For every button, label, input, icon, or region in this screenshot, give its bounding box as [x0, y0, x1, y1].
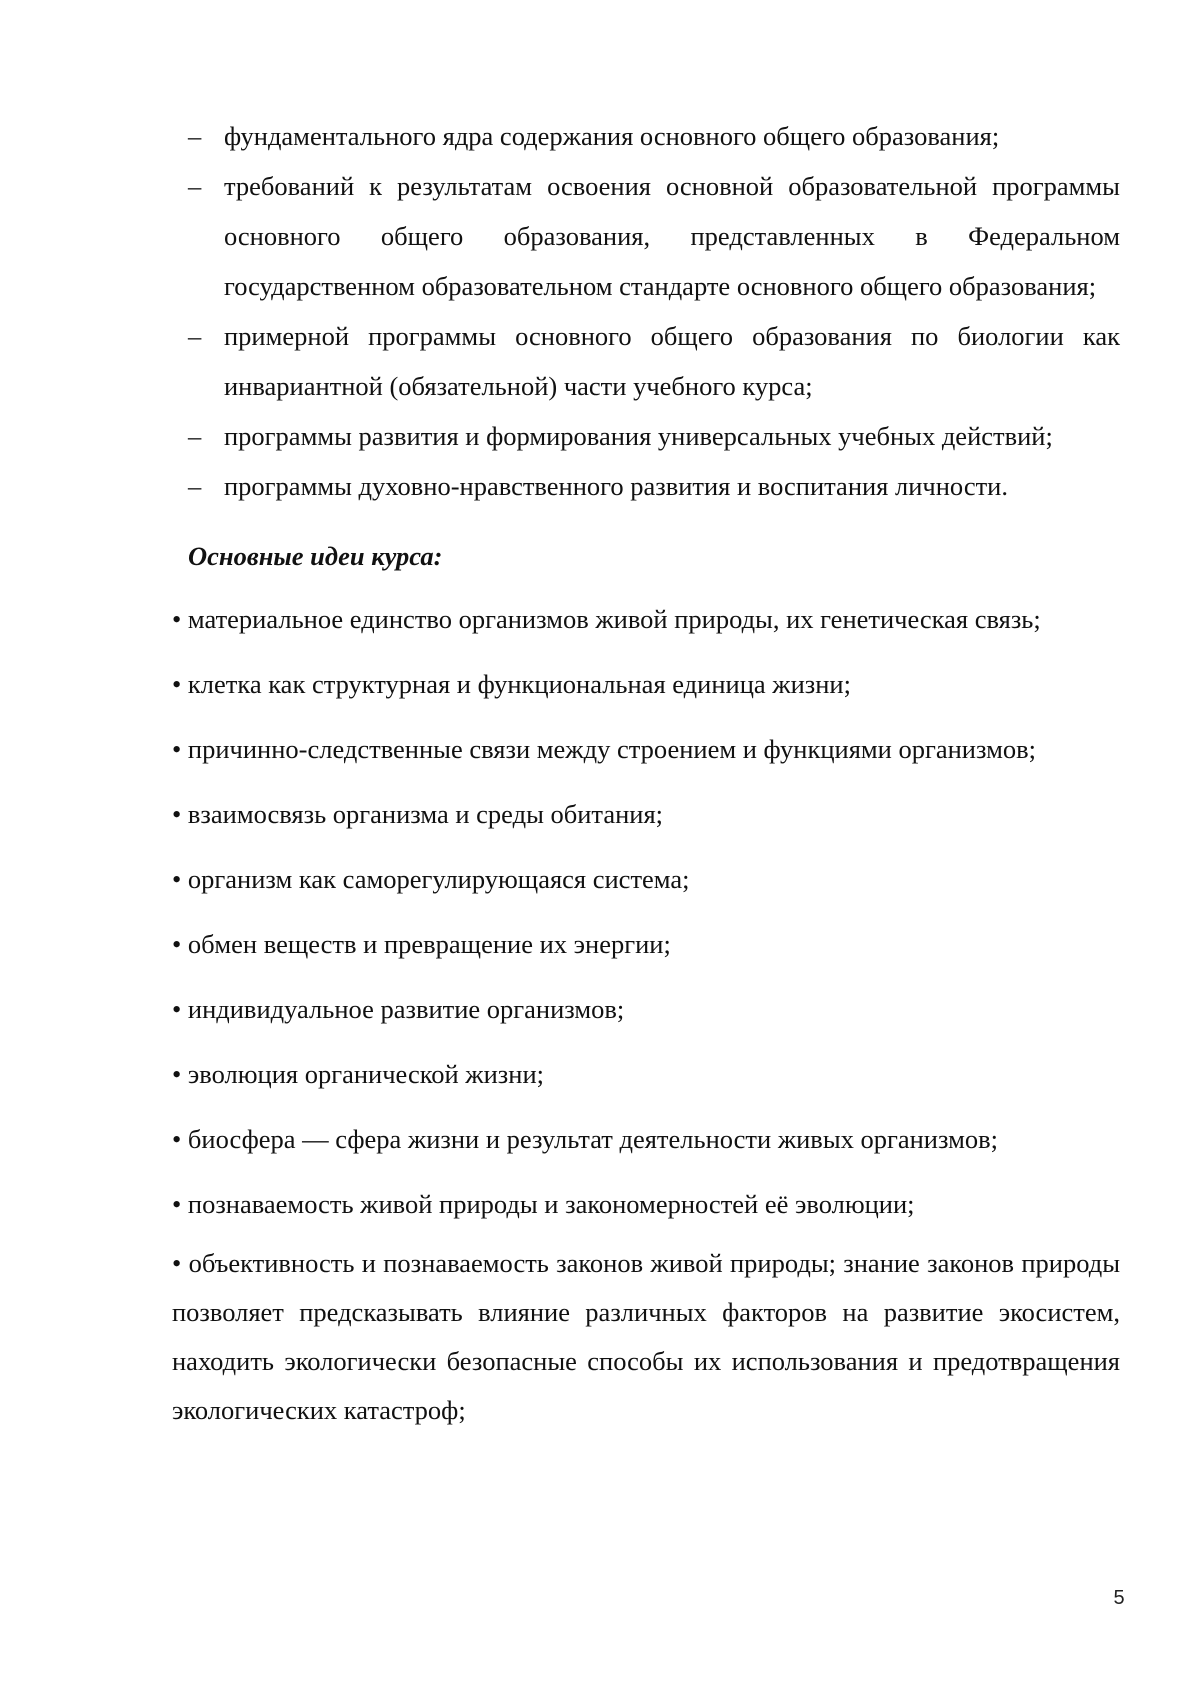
- list-item: [172, 1115, 1120, 1164]
- list-item-text: организм как саморегулирующаяся система;: [188, 864, 690, 894]
- dash-marker: –: [188, 311, 201, 361]
- list-item-text: взаимосвязь организма и среды обитания;: [188, 799, 663, 829]
- document-page: [0, 0, 1200, 1697]
- bullet-marker: •: [172, 604, 181, 634]
- list-item-text: эволюция органической жизни;: [188, 1059, 544, 1089]
- list-item: [172, 311, 1120, 411]
- list-item: [172, 725, 1120, 774]
- section-heading: Основные идеи курса:: [188, 531, 1120, 585]
- list-item: [172, 595, 1120, 644]
- bullet-marker: •: [172, 994, 181, 1024]
- list-item: [172, 1239, 1120, 1435]
- page-content: [172, 111, 1120, 1451]
- list-item-text: биосфера — сфера жизни и результат деятельности живых организмов;: [188, 1124, 998, 1154]
- list-item: [172, 1180, 1120, 1229]
- list-item-text: программы развития и формирования универсальных учебных действий;: [224, 421, 1053, 451]
- bullet-marker: •: [172, 929, 181, 959]
- bullet-marker: •: [172, 669, 181, 699]
- list-item-text: примерной программы основного общего образования по биологии как инвариантной (обязательной) части учебного курса;: [224, 321, 1120, 401]
- list-item: [172, 985, 1120, 1034]
- bullet-marker: •: [172, 1189, 181, 1219]
- list-item: [172, 111, 1120, 161]
- dash-marker: –: [188, 111, 201, 161]
- dash-marker: –: [188, 461, 201, 511]
- list-item: [172, 660, 1120, 709]
- bullet-marker: •: [172, 864, 181, 894]
- list-item-text: объективность и познаваемость законов живой природы; знание законов природы позволяет предсказывать влияние различных факторов на развитие экосистем, находить экологически безопасные способы их использования и предотвращения экологических катастроф;: [172, 1248, 1120, 1425]
- list-item-text: клетка как структурная и функциональная единица жизни;: [188, 669, 851, 699]
- dash-marker: –: [188, 411, 201, 461]
- bullet-marker: •: [172, 799, 181, 829]
- list-item-text: индивидуальное развитие организмов;: [188, 994, 624, 1024]
- list-item-text: причинно-следственные связи между строением и функциями организмов;: [188, 734, 1036, 764]
- bullet-marker: •: [172, 734, 181, 764]
- list-item-text: познаваемость живой природы и закономерностей её эволюции;: [188, 1189, 915, 1219]
- list-item: [172, 161, 1120, 311]
- list-item: [172, 855, 1120, 904]
- course-ideas-list: [172, 595, 1120, 1435]
- list-item-text: обмен веществ и превращение их энергии;: [188, 929, 671, 959]
- list-item: [172, 1050, 1120, 1099]
- bullet-marker: •: [172, 1124, 181, 1154]
- list-item-text: требований к результатам освоения основной образовательной программы основного общего образования, представленных в Федеральном государственном образовательном стандарте основного общего образования;: [224, 171, 1120, 301]
- list-item: [172, 790, 1120, 839]
- list-item: [172, 411, 1120, 461]
- list-item-text: материальное единство организмов живой природы, их генетическая связь;: [188, 604, 1041, 634]
- list-item: [172, 920, 1120, 969]
- bullet-marker: •: [172, 1248, 181, 1278]
- source-documents-list: [172, 111, 1120, 511]
- list-item-text: фундаментального ядра содержания основного общего образования;: [224, 121, 999, 151]
- dash-marker: –: [188, 161, 201, 211]
- list-item: [172, 461, 1120, 511]
- bullet-marker: •: [172, 1059, 181, 1089]
- list-item-text: программы духовно-нравственного развития и воспитания личности.: [224, 471, 1008, 501]
- page-number: 5: [1104, 1587, 1134, 1610]
